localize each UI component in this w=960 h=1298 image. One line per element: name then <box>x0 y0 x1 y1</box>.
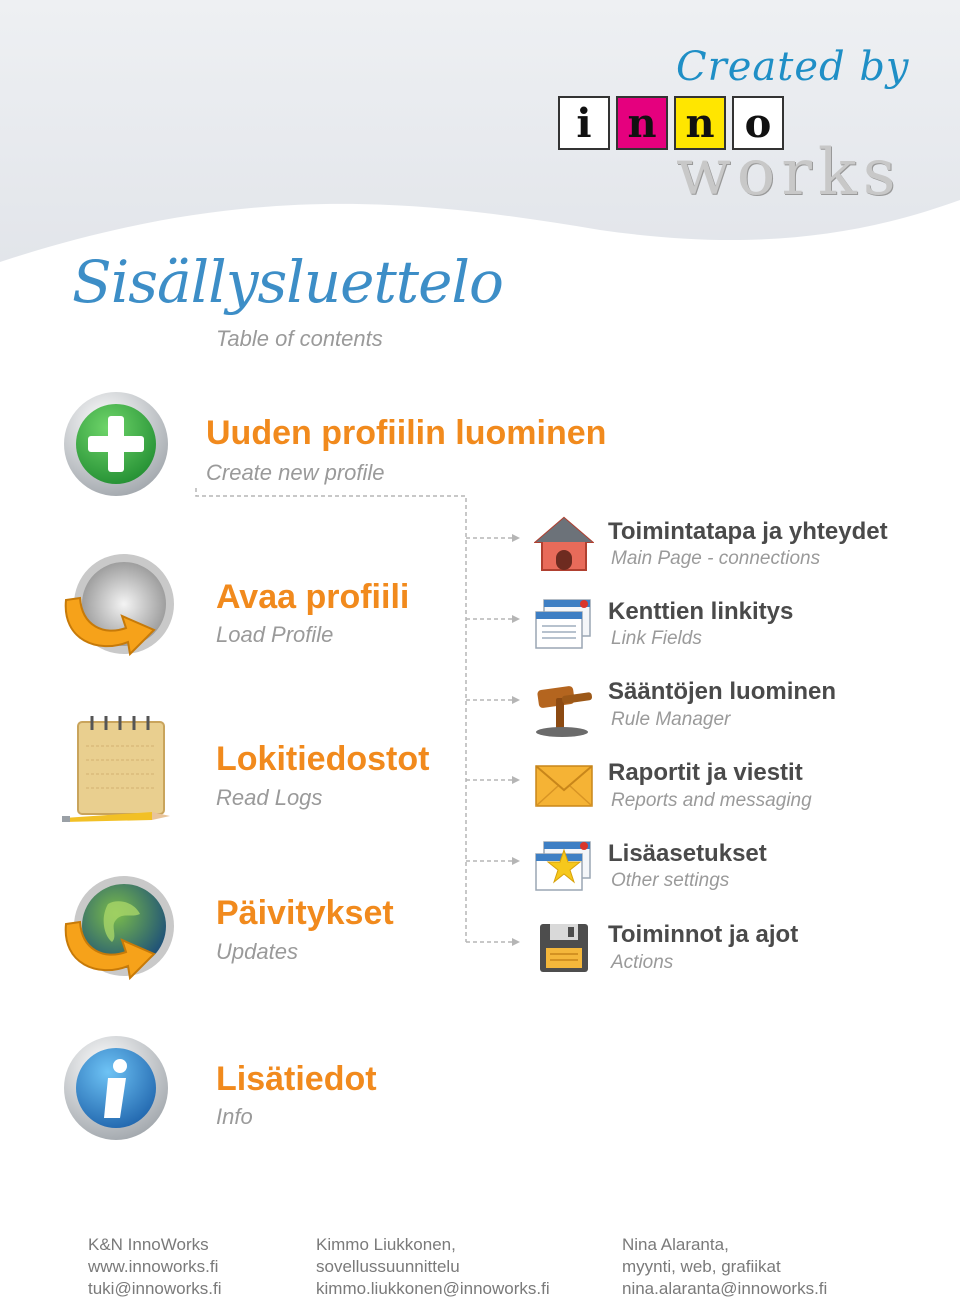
updates-subtitle: Updates <box>216 939 298 964</box>
info-title: Lisätiedot <box>216 1060 377 1098</box>
footer-company-email[interactable]: tuki@innoworks.fi <box>88 1279 222 1298</box>
gavel-icon <box>534 680 594 738</box>
profile-item-main-page-subtitle: Main Page - connections <box>611 548 821 569</box>
profile-item-actions-subtitle: Actions <box>611 952 674 973</box>
footer-contact-nina-name: Nina Alaranta, <box>622 1235 729 1254</box>
updates-title: Päivitykset <box>216 894 394 932</box>
settings-window-icon <box>534 840 594 896</box>
footer-company-website[interactable]: www.innoworks.fi <box>88 1257 219 1276</box>
logo-letter-n1: n <box>616 96 668 150</box>
globe-arrow-icon <box>58 872 178 988</box>
plus-icon <box>62 390 170 500</box>
envelope-icon <box>534 762 594 812</box>
logo-works-text: works <box>676 136 902 210</box>
house-icon <box>534 514 594 576</box>
info-icon <box>62 1034 170 1144</box>
create-profile-title: Uuden profiilin luominen <box>206 414 607 452</box>
info-subtitle: Info <box>216 1104 253 1129</box>
toc-title: Sisällysluettelo <box>72 248 503 316</box>
footer-contact-nina-role: myynti, web, grafiikat <box>622 1257 781 1276</box>
logo-letter-o: o <box>732 96 784 150</box>
read-logs-title: Lokitiedostot <box>216 740 430 778</box>
profile-item-rule-manager-title: Sääntöjen luominen <box>608 678 837 705</box>
profile-item-reports-subtitle: Reports and messaging <box>611 790 812 811</box>
profile-item-rule-manager-subtitle: Rule Manager <box>611 709 731 730</box>
profile-item-main-page-title: Toimintatapa ja yhteydet <box>608 518 888 545</box>
created-by-text: Created by <box>676 44 910 90</box>
profile-item-actions-title: Toiminnot ja ajot <box>608 921 799 948</box>
load-profile-subtitle: Load Profile <box>216 622 334 647</box>
profile-item-other-settings-subtitle: Other settings <box>611 870 730 891</box>
footer-company-name: K&N InnoWorks <box>88 1235 209 1254</box>
footer-contact-kimmo <box>316 1234 550 1298</box>
footer-company <box>88 1234 221 1298</box>
footer-contact-kimmo-role: sovellussuunnittelu <box>316 1257 460 1276</box>
footer-contact-kimmo-email[interactable]: kimmo.liukkonen@innoworks.fi <box>316 1279 550 1298</box>
footer-contact-kimmo-name: Kimmo Liukkonen, <box>316 1235 456 1254</box>
footer-contact-nina <box>622 1234 827 1298</box>
notepad-pencil-icon <box>60 712 178 826</box>
logo-letter-n2: n <box>674 96 726 150</box>
profile-item-other-settings-title: Lisäasetukset <box>608 840 767 867</box>
create-profile-subtitle: Create new profile <box>206 460 385 485</box>
profile-item-reports-title: Raportit ja viestit <box>608 759 803 786</box>
profile-item-link-fields-subtitle: Link Fields <box>611 628 702 649</box>
load-arrow-icon <box>58 550 178 662</box>
profile-item-link-fields-title: Kenttien linkitys <box>608 598 794 625</box>
logo-letter-i: i <box>558 96 610 150</box>
footer-contact-nina-email[interactable]: nina.alaranta@innoworks.fi <box>622 1279 828 1298</box>
windows-icon <box>534 598 594 654</box>
load-profile-title: Avaa profiili <box>216 578 410 616</box>
floppy-disk-icon <box>538 922 590 976</box>
toc-subtitle: Table of contents <box>216 326 383 351</box>
read-logs-subtitle: Read Logs <box>216 785 323 810</box>
